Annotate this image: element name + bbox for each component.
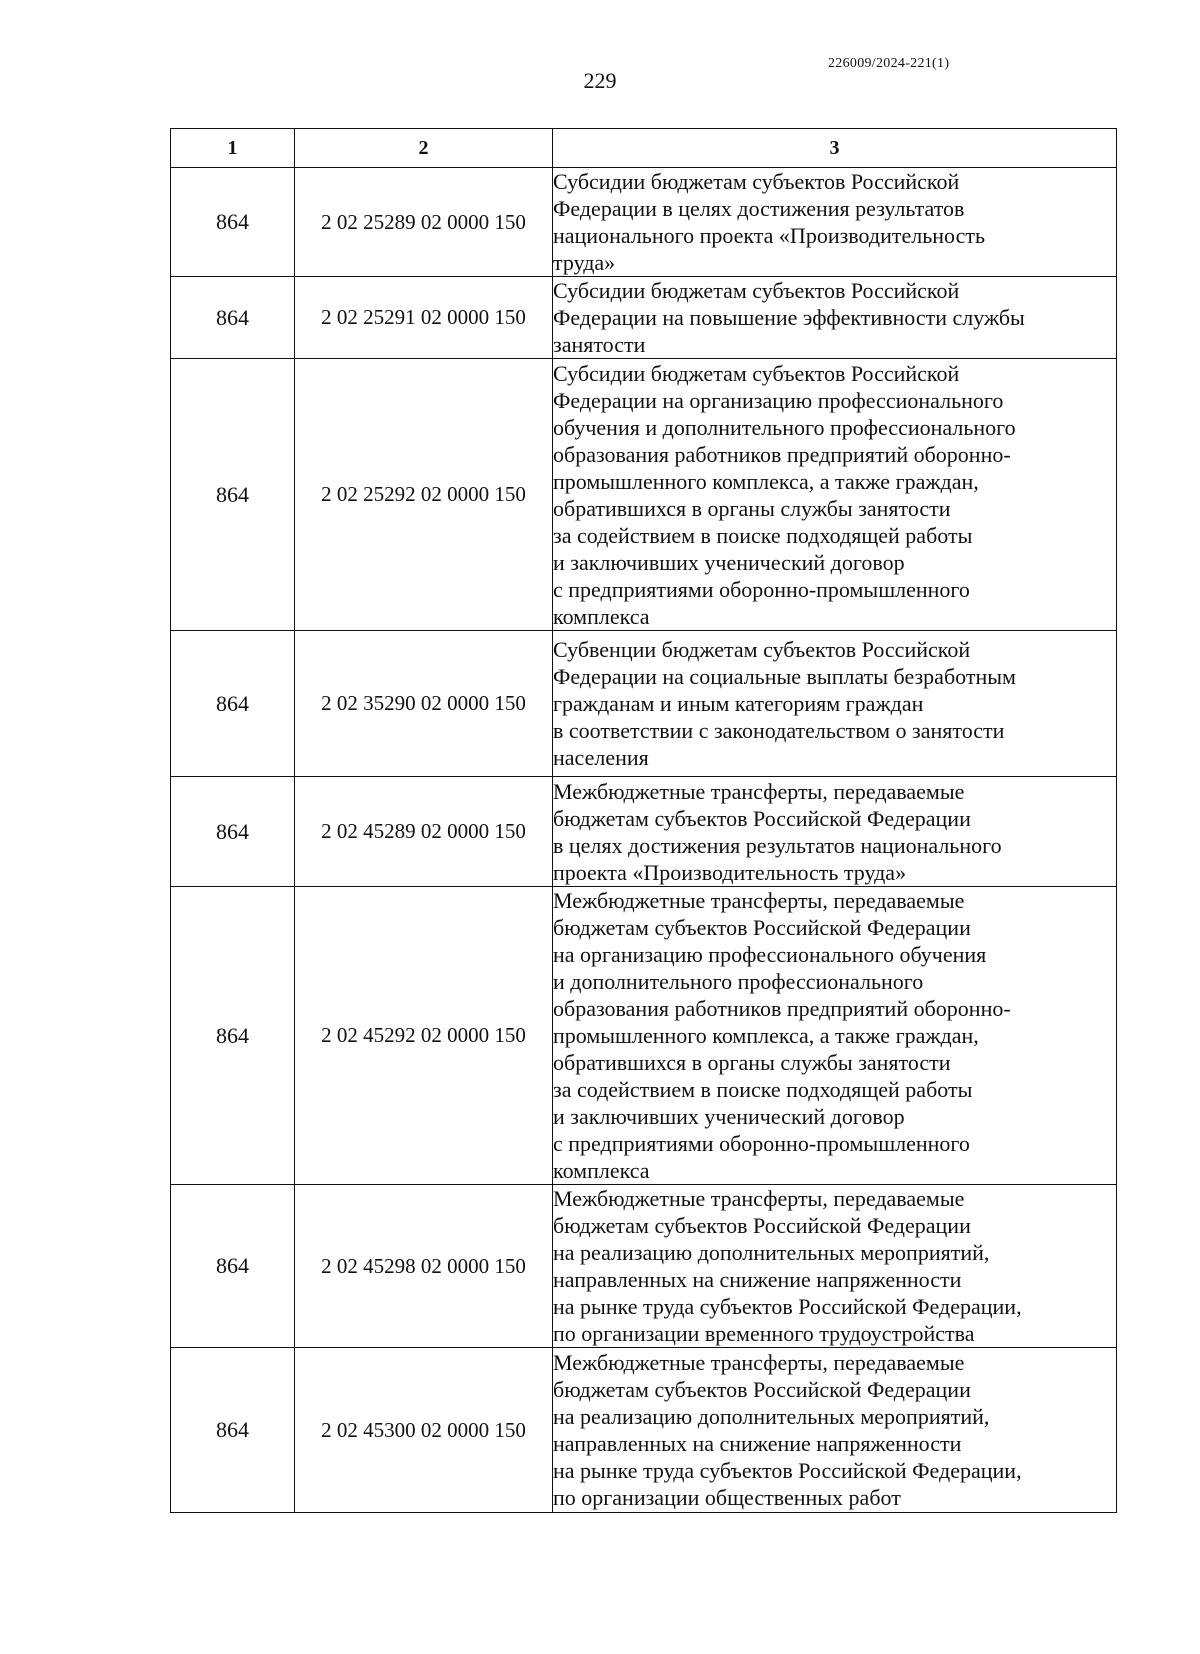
admin-code-cell: 864 xyxy=(171,168,295,277)
table-row xyxy=(171,631,1117,777)
description-cell: Субсидии бюджетам субъектов Российской Федерации на повышение эффективности службы занятости xyxy=(553,277,1117,359)
column-header-3: 3 xyxy=(553,129,1117,168)
kbk-code-cell: 2 02 25291 02 0000 150 xyxy=(295,277,553,359)
table-header-row xyxy=(171,129,1117,168)
kbk-code-cell: 2 02 25292 02 0000 150 xyxy=(295,359,553,631)
kbk-code-cell: 2 02 25289 02 0000 150 xyxy=(295,168,553,277)
table-row xyxy=(171,1185,1117,1348)
table-row xyxy=(171,168,1117,277)
admin-code-cell: 864 xyxy=(171,277,295,359)
column-header-2: 2 xyxy=(295,129,553,168)
admin-code-cell: 864 xyxy=(171,1185,295,1348)
description-cell: Межбюджетные трансферты, передаваемые бюджетам субъектов Российской Федерации в целях достижения результатов национального проекта «Производительность труда» xyxy=(553,777,1117,887)
admin-code-cell: 864 xyxy=(171,777,295,887)
document-number: 226009/2024-221(1) xyxy=(828,56,950,71)
admin-code-cell: 864 xyxy=(171,631,295,777)
table-row xyxy=(171,277,1117,359)
admin-code-cell: 864 xyxy=(171,887,295,1185)
kbk-code-cell: 2 02 35290 02 0000 150 xyxy=(295,631,553,777)
description-cell: Субсидии бюджетам субъектов Российской Федерации на организацию профессионального обучения и дополнительного профессионального образования работников предприятий оборонно- промышленного комплекса, а также граждан, обратившихся в органы службы занятости за содействием в поиске подходящей работы и заключивших ученический договор с предприятиями оборонно-промышленного комплекса xyxy=(553,359,1117,631)
table-row xyxy=(171,1348,1117,1513)
page-number: 229 xyxy=(583,68,617,93)
table-row xyxy=(171,777,1117,887)
table-row xyxy=(171,359,1117,631)
description-cell: Межбюджетные трансферты, передаваемые бюджетам субъектов Российской Федерации на реализацию дополнительных мероприятий, направленных на снижение напряженности на рынке труда субъектов Российской Федерации, по организации общественных работ xyxy=(553,1348,1117,1513)
description-cell: Субвенции бюджетам субъектов Российской Федерации на социальные выплаты безработным гражданам и иным категориям граждан в соответствии с законодательством о занятости населения xyxy=(553,631,1117,777)
table-row xyxy=(171,887,1117,1185)
kbk-code-cell: 2 02 45298 02 0000 150 xyxy=(295,1185,553,1348)
column-header-1: 1 xyxy=(171,129,295,168)
kbk-code-cell: 2 02 45292 02 0000 150 xyxy=(295,887,553,1185)
admin-code-cell: 864 xyxy=(171,1348,295,1513)
admin-code-cell: 864 xyxy=(171,359,295,631)
kbk-code-cell: 2 02 45300 02 0000 150 xyxy=(295,1348,553,1513)
budget-classification-table xyxy=(170,128,1117,1513)
kbk-code-cell: 2 02 45289 02 0000 150 xyxy=(295,777,553,887)
description-cell: Межбюджетные трансферты, передаваемые бюджетам субъектов Российской Федерации на реализацию дополнительных мероприятий, направленных на снижение напряженности на рынке труда субъектов Российской Федерации, по организации временного трудоустройства xyxy=(553,1185,1117,1348)
description-cell: Субсидии бюджетам субъектов Российской Федерации в целях достижения результатов национального проекта «Производительность труда» xyxy=(553,168,1117,277)
description-cell: Межбюджетные трансферты, передаваемые бюджетам субъектов Российской Федерации на организацию профессионального обучения и дополнительного профессионального образования работников предприятий оборонно- промышленного комплекса, а также граждан, обратившихся в органы службы занятости за содействием в поиске подходящей работы и заключивших ученический договор с предприятиями оборонно-промышленного комплекса xyxy=(553,887,1117,1185)
